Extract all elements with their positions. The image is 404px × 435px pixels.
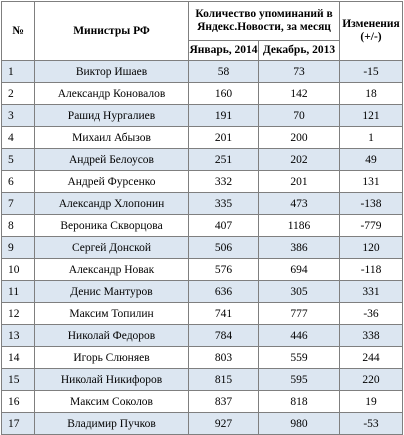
cell-number: 13 xyxy=(2,325,35,347)
cell-number: 12 xyxy=(2,303,35,325)
header-changes: Изменения (+/-) xyxy=(340,2,403,61)
cell-minister-name: Денис Мантуров xyxy=(35,281,189,303)
table-row xyxy=(2,281,403,303)
cell-minister-name: Александр Хлопонин xyxy=(35,193,189,215)
cell-jan-2014: 58 xyxy=(189,61,259,83)
cell-minister-name: Николай Никифоров xyxy=(35,369,189,391)
cell-jan-2014: 636 xyxy=(189,281,259,303)
cell-change: 1 xyxy=(340,127,403,149)
cell-jan-2014: 332 xyxy=(189,171,259,193)
cell-dec-2013: 473 xyxy=(259,193,340,215)
cell-dec-2013: 694 xyxy=(259,259,340,281)
cell-change: 338 xyxy=(340,325,403,347)
cell-change: 244 xyxy=(340,347,403,369)
cell-jan-2014: 784 xyxy=(189,325,259,347)
cell-number: 3 xyxy=(2,105,35,127)
table-row xyxy=(2,193,403,215)
cell-jan-2014: 191 xyxy=(189,105,259,127)
cell-change: 120 xyxy=(340,237,403,259)
header-mentions: Количество упоминаний в Яндекс.Новости, за месяц xyxy=(189,2,340,41)
table-row xyxy=(2,105,403,127)
cell-minister-name: Вероника Скворцова xyxy=(35,215,189,237)
table-row xyxy=(2,259,403,281)
header-ministers: Министры РФ xyxy=(35,2,189,61)
header-dec-2013: Декабрь, 2013 xyxy=(259,41,340,61)
table-row xyxy=(2,83,403,105)
table-row xyxy=(2,127,403,149)
cell-number: 7 xyxy=(2,193,35,215)
cell-dec-2013: 818 xyxy=(259,391,340,413)
cell-number: 17 xyxy=(2,413,35,435)
cell-minister-name: Максим Топилин xyxy=(35,303,189,325)
cell-minister-name: Михаил Абызов xyxy=(35,127,189,149)
cell-jan-2014: 927 xyxy=(189,413,259,435)
cell-number: 16 xyxy=(2,391,35,413)
cell-change: -53 xyxy=(340,413,403,435)
cell-change: -779 xyxy=(340,215,403,237)
cell-jan-2014: 837 xyxy=(189,391,259,413)
table-row xyxy=(2,413,403,435)
cell-dec-2013: 1186 xyxy=(259,215,340,237)
cell-minister-name: Николай Федоров xyxy=(35,325,189,347)
cell-change: -15 xyxy=(340,61,403,83)
cell-dec-2013: 386 xyxy=(259,237,340,259)
cell-jan-2014: 251 xyxy=(189,149,259,171)
cell-number: 15 xyxy=(2,369,35,391)
cell-minister-name: Виктор Ишаев xyxy=(35,61,189,83)
cell-number: 9 xyxy=(2,237,35,259)
table-row xyxy=(2,369,403,391)
cell-change: 49 xyxy=(340,149,403,171)
header-num: № xyxy=(2,2,35,61)
cell-dec-2013: 70 xyxy=(259,105,340,127)
cell-jan-2014: 803 xyxy=(189,347,259,369)
table-row xyxy=(2,391,403,413)
cell-minister-name: Рашид Нургалиев xyxy=(35,105,189,127)
table-row xyxy=(2,149,403,171)
cell-dec-2013: 980 xyxy=(259,413,340,435)
table-row xyxy=(2,303,403,325)
header-jan-2014: Январь, 2014 xyxy=(189,41,259,61)
cell-jan-2014: 506 xyxy=(189,237,259,259)
cell-jan-2014: 201 xyxy=(189,127,259,149)
cell-jan-2014: 160 xyxy=(189,83,259,105)
cell-dec-2013: 777 xyxy=(259,303,340,325)
table-row xyxy=(2,347,403,369)
cell-jan-2014: 576 xyxy=(189,259,259,281)
cell-jan-2014: 815 xyxy=(189,369,259,391)
cell-minister-name: Игорь Слюняев xyxy=(35,347,189,369)
cell-number: 8 xyxy=(2,215,35,237)
table-row xyxy=(2,61,403,83)
table-row xyxy=(2,237,403,259)
cell-number: 14 xyxy=(2,347,35,369)
table-row xyxy=(2,325,403,347)
cell-dec-2013: 73 xyxy=(259,61,340,83)
cell-dec-2013: 202 xyxy=(259,149,340,171)
cell-minister-name: Владимир Пучков xyxy=(35,413,189,435)
cell-number: 10 xyxy=(2,259,35,281)
cell-jan-2014: 741 xyxy=(189,303,259,325)
cell-change: 121 xyxy=(340,105,403,127)
cell-dec-2013: 595 xyxy=(259,369,340,391)
cell-number: 5 xyxy=(2,149,35,171)
ministers-mentions-table-container xyxy=(1,1,403,435)
cell-dec-2013: 200 xyxy=(259,127,340,149)
cell-dec-2013: 559 xyxy=(259,347,340,369)
cell-change: -138 xyxy=(340,193,403,215)
cell-dec-2013: 142 xyxy=(259,83,340,105)
cell-minister-name: Андрей Фурсенко xyxy=(35,171,189,193)
cell-number: 4 xyxy=(2,127,35,149)
table-row xyxy=(2,171,403,193)
cell-minister-name: Максим Соколов xyxy=(35,391,189,413)
ministers-mentions-table xyxy=(1,1,403,435)
cell-change: -118 xyxy=(340,259,403,281)
cell-change: -36 xyxy=(340,303,403,325)
cell-change: 18 xyxy=(340,83,403,105)
table-row xyxy=(2,215,403,237)
table-header xyxy=(2,2,403,61)
table-body xyxy=(2,61,403,435)
cell-change: 220 xyxy=(340,369,403,391)
cell-jan-2014: 335 xyxy=(189,193,259,215)
cell-dec-2013: 446 xyxy=(259,325,340,347)
cell-dec-2013: 201 xyxy=(259,171,340,193)
cell-minister-name: Александр Коновалов xyxy=(35,83,189,105)
cell-jan-2014: 407 xyxy=(189,215,259,237)
cell-change: 331 xyxy=(340,281,403,303)
cell-number: 1 xyxy=(2,61,35,83)
cell-minister-name: Андрей Белоусов xyxy=(35,149,189,171)
cell-number: 11 xyxy=(2,281,35,303)
cell-minister-name: Сергей Донской xyxy=(35,237,189,259)
cell-number: 2 xyxy=(2,83,35,105)
cell-change: 131 xyxy=(340,171,403,193)
cell-change: 19 xyxy=(340,391,403,413)
cell-number: 6 xyxy=(2,171,35,193)
cell-dec-2013: 305 xyxy=(259,281,340,303)
cell-minister-name: Александр Новак xyxy=(35,259,189,281)
